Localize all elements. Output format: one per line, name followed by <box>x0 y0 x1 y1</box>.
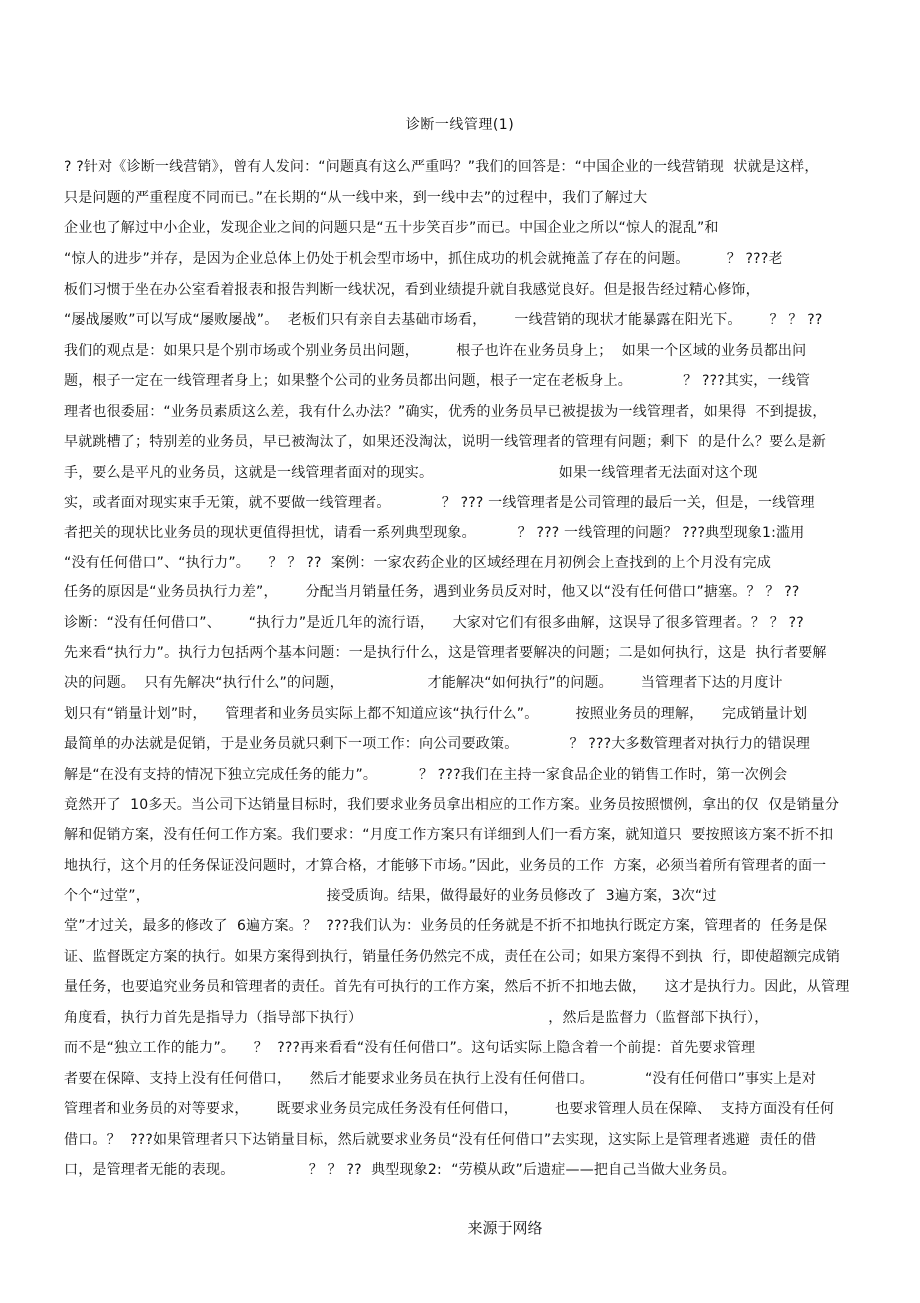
body-line: “屡战屡败”可以写成“屡败屡战”。 老板们只有亲自去基础市场看， 一线营销的现状才能暴露在阳光下。 ？ ？ ?? <box>64 312 823 328</box>
body-line: ? ?针对《诊断一线营销》，曾有人发问：“问题真有这么严重吗？”我们的回答是：“中国企业的一线营销现 状就是这样， <box>64 159 819 175</box>
body-line: 我们的观点是：如果只是个别市场或个别业务员出问题， 根子也许在业务员身上； 如果一个区域的业务员都出问 <box>64 343 807 359</box>
body-line: 诊断：“没有任何借口”、 “执行力”是近几年的流行语， 大家对它们有很多曲解，这误导了很多管理者。？ ？ ?? <box>64 615 804 631</box>
body-line: 解和促销方案，没有任何工作方案。我们要求：“月度工作方案只有详细到人们一看方案，就知道只 要按照该方案不折不扣 <box>64 827 834 843</box>
body-line: 决的问题。 只有先解决“执行什么”的问题， 才能解决“如何执行”的问题。 当管理者下达的月度计 <box>64 675 783 691</box>
body-line: 理者也很委屈：“业务员素质这么差，我有什么办法？”确实，优秀的业务员早已被提拔为一线管理者，如果得 不到提拔， <box>64 404 827 420</box>
body-line: 板们习惯于坐在办公室看着报表和报告判断一线状况，看到业绩提升就自我感觉良好。但是报告经过精心修饰， <box>64 282 760 298</box>
body-line: 早就跳槽了；特别差的业务员，早已被淘汰了，如果还没淘汰，说明一线管理者的管理有问题；剩下 的是什么？要么是新 <box>64 434 826 450</box>
body-line: 者把关的现状比业务员的现状更值得担忧，请看一系列典型现象。 ？ ??? 一线管理的问题？ ???典型现象1:滥用 <box>64 525 805 541</box>
body-line: 划只有“销量计划”时， 管理者和业务员实际上都不知道应该“执行什么”。 按照业务员的理解， 完成销量计划 <box>64 706 808 722</box>
body-line: 竟然开了 10多天。当公司下达销量目标时，我们要求业务员拿出相应的工作方案。业务员按照惯例，拿出的仅 仅是销量分 <box>64 797 840 813</box>
body-line: 企业也了解过中小企业，发现企业之间的问题只是“五十步笑百步”而已。中国企业之所以“惊人的混乱”和 <box>64 220 719 236</box>
body-line: 而不是“独立工作的能力”。 ？ ???再来看看“没有任何借口”。这句话实际上隐含着一个前提：首先要求管理 <box>64 1040 756 1056</box>
body-line: “惊人的进步”并存，是因为企业总体上仍处于机会型市场中，抓住成功的机会就掩盖了存在的问题。 ？ ???老 <box>64 251 783 267</box>
body-line: 个个“过堂”， 接受质询。结果，做得最好的业务员修改了 3遍方案，3次“过 <box>64 888 717 904</box>
body-line: 只是问题的严重程度不同而已。”在长期的“从一线中来，到一线中去”的过程中，我们了解过大 <box>64 190 648 206</box>
body-line: “没有任何借口”、“执行力”。 ？ ？ ?? 案例：一家农药企业的区域经理在月初例会上查找到的上个月没有完成 <box>64 555 772 571</box>
body-line: 解是“在没有支持的情况下独立完成任务的能力”。 ？ ???我们在主持一家食品企业的销售工作时，第一次例会 <box>64 767 788 783</box>
body-line: 量任务，也要追究业务员和管理者的责任。首先有可执行的工作方案，然后不折不扣地去做， 这才是执行力。因此，从管理 <box>64 979 850 995</box>
body-line: 口，是管理者无能的表现。 ？ ？ ?? 典型现象2: “劳模从政”后遗症——把自己当做大业务员。 <box>64 1162 736 1178</box>
body-line: 题，根子一定在一线管理者身上；如果整个公司的业务员都出问题，根子一定在老板身上。 ？ ???其实，一线管 <box>64 373 811 389</box>
body-line: 手，要么是平凡的业务员，这就是一线管理者面对的现实。 如果一线管理者无法面对这个现 <box>64 465 758 481</box>
body-line: 先来看“执行力”。执行力包括两个基本问题：一是执行什么，这是管理者要解决的问题；二是如何执行，这是 执行者要解 <box>64 645 827 661</box>
document-footer: 来源于网络 <box>467 1219 543 1237</box>
document-title: 诊断一线管理(1) <box>405 117 515 133</box>
body-line: 地执行，这个月的任务保证没问题时，才算合格，才能够下市场。”因此，业务员的工作 方案，必须当着所有管理者的面一 <box>64 858 827 874</box>
body-line: 任务的原因是“业务员执行力差”， 分配当月销量任务，遇到业务员反对时，他又以“没有任何借口”搪塞。？ ？ ?? <box>64 584 800 600</box>
body-line: 最简单的办法就是促销，于是业务员就只剩下一项工作：向公司要政策。 ？ ???大多数管理者对执行力的错误理 <box>64 736 811 752</box>
body-line: 借口。？ ???如果管理者只下达销量目标，然后就要求业务员“没有任何借口”去实现，这实际上是管理者逃避 责任的借 <box>64 1132 817 1148</box>
body-line: 证、监督既定方案的执行。如果方案得到执行，销量任务仍然完不成，责任在公司；如果方案得不到执 行，即使超额完成销 <box>64 949 841 965</box>
body-line: 实，或者面对现实束手无策，就不要做一线管理者。 ？ ??? 一线管理者是公司管理的最后一关，但是，一线管理 <box>64 495 815 511</box>
body-line: 管理者和业务员的对等要求， 既要求业务员完成任务没有任何借口， 也要求管理人员在保障、 支持方面没有任何 <box>64 1101 835 1117</box>
body-line: 者要在保障、支持上没有任何借口， 然后才能要求业务员在执行上没有任何借口。 “没有任何借口”事实上是对 <box>64 1071 817 1087</box>
body-line: 堂”才过关，最多的修改了 6遍方案。？ ???我们认为：业务员的任务就是不折不扣地执行既定方案，管理者的 任务是保 <box>64 918 828 934</box>
body-line: 角度看，执行力首先是指导力（指导部下执行） ，然后是监督力（监督部下执行）， <box>64 1010 769 1026</box>
